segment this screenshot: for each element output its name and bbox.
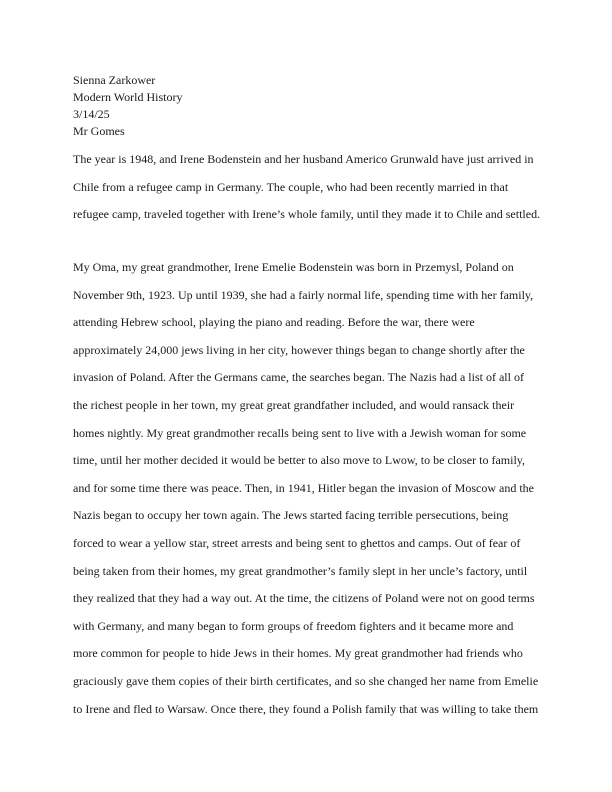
paragraph-line: time, until her mother decided it would be better to also move to Lwow, to be closer to family,: [73, 453, 525, 468]
paragraph-line: My Oma, my great grandmother, Irene Emelie Bodenstein was born in Przemysl, Poland on: [73, 260, 514, 274]
body-paragraph: [73, 254, 538, 723]
paragraph-line: they realized that they had a way out. At the time, the citizens of Poland were not on good terms: [73, 591, 535, 606]
paragraph-line: The year is 1948, and Irene Bodenstein and her husband Americo Grunwald have just arrived in: [73, 152, 534, 166]
paragraph-line: and for some time there was peace. Then, in 1941, Hitler began the invasion of Moscow and the: [73, 480, 534, 495]
paragraph-line: refugee camp, traveled together with Irene’s whole family, until they made it to Chile and settled.: [73, 207, 541, 222]
paragraph-line: attending Hebrew school, playing the piano and reading. Before the war, there were: [73, 315, 475, 330]
paragraph-line: Chile from a refugee camp in Germany. The couple, who had been recently married in that: [73, 179, 509, 194]
paragraph-line: invasion of Poland. After the Germans came, the searches began. The Nazis had a list of all of: [73, 370, 524, 385]
intro-paragraph: [73, 146, 540, 229]
paragraph-line: Nazis began to occupy her town again. The Jews started facing terrible persecutions, being: [73, 508, 509, 523]
paragraph-line: November 9th, 1923. Up until 1939, she had a fairly normal life, spending time with her family,: [73, 287, 534, 302]
teacher-name: Mr Gomes: [73, 124, 125, 138]
paragraph-line: graciously gave them copies of their birth certificates, and so she changed her name from Emelie: [73, 673, 539, 688]
paragraph-line: the richest people in her town, my great great grandfather included, and would ransack their: [73, 397, 515, 412]
paragraph-line: being taken from their homes, my great grandmother’s family slept in her uncle’s factory, until: [73, 563, 528, 578]
document-date: 3/14/25: [73, 107, 110, 121]
paragraph-line: forced to wear a yellow star, street arrests and being sent to ghettos and camps. Out of fear of: [73, 535, 521, 550]
paragraph-line: more common for people to hide Jews in their homes. My great grandmother had friends who: [73, 646, 523, 661]
paragraph-line: with Germany, and many began to form groups of freedom fighters and it became more and: [73, 618, 514, 633]
course-name: Modern World History: [73, 90, 183, 104]
paragraph-line: to Irene and fled to Warsaw. Once there, they found a Polish family that was willing to take them: [73, 701, 539, 716]
author-name: Sienna Zarkower: [73, 73, 156, 87]
document-heading: [73, 72, 182, 140]
paragraph-line: approximately 24,000 jews living in her city, however things began to change shortly after the: [73, 342, 525, 357]
paragraph-line: homes nightly. My great grandmother recalls being sent to live with a Jewish woman for some: [73, 425, 527, 440]
